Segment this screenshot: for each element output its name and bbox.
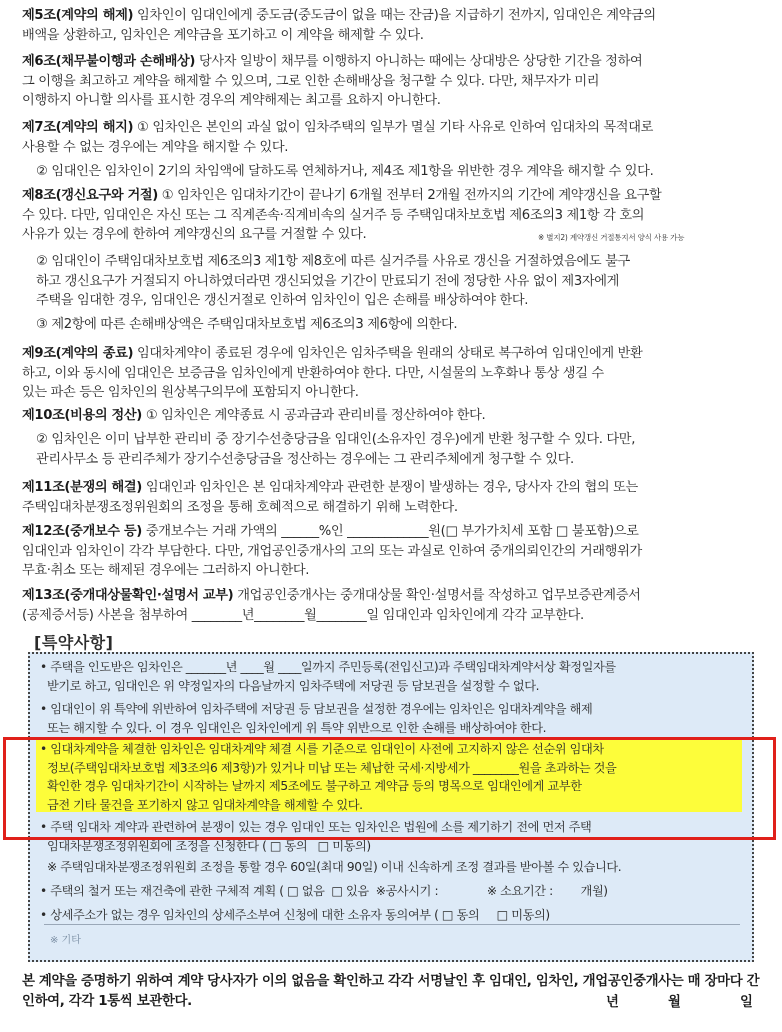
special-line: • 임대차계약을 체결한 임차인은 임대차계약 체결 시를 기준으로 임대인이 사전에 고지하지 않은 선순위 임대차 <box>40 742 604 756</box>
special-item-6: • 상세주소가 없는 경우 임차인의 상세주소부여 신청에 대한 소유자 동의여부 ( □ 동의 □ 미동의) <box>40 908 550 922</box>
article-line: 사용할 수 없는 경우에는 계약을 해지할 수 있다. <box>22 139 289 155</box>
special-line: • 주택 임대차 계약과 관련하여 분쟁이 있는 경우 임대인 또는 임차인은 법원에 소를 제기하기 전에 먼저 주택 <box>40 820 592 834</box>
article-line: 주택임대차분쟁조정위원회의 조정을 통해 호혜적으로 해결하기 위해 노력한다. <box>22 499 458 515</box>
article-line: 당사자 일방이 채무를 이행하지 아니하는 때에는 상대방은 상당한 기간을 정하여 <box>198 54 643 69</box>
article-line: (공제증서등) 사본을 첨부하여 ________년________월________일 임대인과 임차인에게 각각 교부한다. <box>22 607 584 623</box>
article-line: 있는 파손 등은 임차인의 원상복구의무에 포함되지 아니한다. <box>22 385 359 400</box>
article-line: 이행하지 아니할 의사를 표시한 경우의 계약해제는 최고를 요하지 아니한다. <box>22 93 441 108</box>
article-line: 하고 갱신요구가 거절되지 아니하였더라면 갱신되었을 기간이 만료되기 전에 정당한 사유 없이 제3자에게 <box>36 273 620 289</box>
article-title: 제8조(갱신요구와 거절) <box>22 188 158 203</box>
article-line: 무효·취소 또는 해제된 경우에는 그러하지 아니한다. <box>22 563 310 578</box>
date-day-label: 일 <box>740 995 753 1010</box>
special-line: • 주택을 인도받은 임차인은 _______년 ____월 ____일까지 주민등록(전입신고)과 주택임대차계약서상 확정일자를 <box>40 660 616 674</box>
article-7-para-2: ② 임대인은 임차인이 2기의 차임액에 달하도록 연체하거나, 제4조 제1항을 위반한 경우 계약을 해지할 수 있다. <box>36 164 654 179</box>
special-item-1 <box>40 658 740 695</box>
article-10 <box>22 406 762 426</box>
article-title: 제5조(계약의 해제) <box>22 8 134 23</box>
other-terms-field[interactable]: ※ 기타 <box>44 924 740 948</box>
article-10-para-2 <box>36 430 762 469</box>
article-line: 임대인과 임차인은 본 임대차계약과 관련한 분쟁이 발생하는 경우, 당사자 간의 협의 또는 <box>145 480 638 495</box>
closing-statement <box>22 972 762 1011</box>
article-title: 제11조(분쟁의 해결) <box>22 480 142 495</box>
article-line: ② 임대인이 주택임대차보호법 제6조의3 제1항 제8호에 따른 실거주를 사유로 갱신을 거절하였음에도 불구 <box>36 254 630 269</box>
article-7 <box>22 118 762 157</box>
article-line: ① 임차인은 본인의 과실 없이 임차주택의 일부가 멸실 기타 사유로 인하여 임대차의 목적대로 <box>137 120 653 135</box>
article-line: 중개보수는 거래 가액의 ______%인 _____________원(□ 부가가치세 포함 □ 불포함)으로 <box>145 524 639 539</box>
special-terms-title: [특약사항] <box>34 633 114 652</box>
form-note: ※ 별지2) 계약갱신 거절통지서 양식 사용 가능 <box>538 233 685 242</box>
article-5 <box>22 6 762 45</box>
article-line: 관리사무소 등 관리주체가 장기수선충당금을 정산하는 경우에는 그 관리주체에게 청구할 수 있다. <box>36 451 574 467</box>
article-line: 하고, 이와 동시에 임대인은 보증금을 임차인에게 반환하여야 한다. 다만, 시설물의 노후화나 통상 생길 수 <box>22 365 604 381</box>
article-title: 제7조(계약의 해지) <box>22 120 134 135</box>
article-13 <box>22 586 762 625</box>
special-item-4-note: ※ 주택임대차분쟁조정위원회 조정을 통할 경우 60일(최대 90일) 이내 신속하게 조정 결과를 받아볼 수 있습니다. <box>40 860 622 874</box>
date-year-label: 년 <box>606 995 619 1010</box>
article-8-para-2 <box>36 252 762 311</box>
article-8-para-3: ③ 제2항에 따른 손해배상액은 주택임대차보호법 제6조의3 제6항에 의한다. <box>36 317 458 332</box>
article-line: 그 이행을 최고하고 계약을 해제할 수 있으며, 그로 인한 손해배상을 청구할 수 있다. 다만, 채무자가 미리 <box>22 73 600 89</box>
emphasis-red-box <box>3 737 776 840</box>
special-line: 또는 해지할 수 있다. 이 경우 임대인은 임차인에게 위 특약 위반으로 인한 손해를 배상하여야 한다. <box>40 720 547 735</box>
article-line: 주택을 임대한 경우, 임대인은 갱신거절로 인하여 임차인이 입은 손해를 배상하여야 한다. <box>36 293 529 308</box>
article-title: 제12조(중개보수 등) <box>22 524 142 539</box>
article-line: ① 임차인은 임대차기간이 끝나기 6개월 전부터 2개월 전까지의 기간에 계약갱신을 요구할 <box>161 188 662 203</box>
article-12 <box>22 522 762 581</box>
article-9 <box>22 344 762 403</box>
special-item-2 <box>40 700 740 737</box>
special-line: 확인한 경우 임대차기간이 시작하는 날까지 제5조에도 불구하고 계약금 등의 명목으로 임대인에게 교부한 <box>40 779 582 793</box>
special-line: • 임대인이 위 특약에 위반하여 임차주택에 저당권 등 담보권을 설정한 경우에는 임차인은 임대차계약을 해제 <box>40 702 593 716</box>
special-line: 금전 기타 물건을 포기하지 않고 임대차계약을 해제할 수 있다. <box>40 797 363 812</box>
article-line: 임차인이 임대인에게 중도금(중도금이 없을 때는 잔금)을 지급하기 전까지, 임대인은 계약금의 <box>137 8 656 23</box>
closing-line: 매 장마다 간인하여, 각각 1통씩 보관한다. <box>22 974 760 1009</box>
article-line: ① 임차인은 계약종료 시 공과금과 관리비를 정산하여야 한다. <box>145 408 486 423</box>
article-line: 배액을 상환하고, 임차인은 계약금을 포기하고 이 계약을 해제할 수 있다. <box>22 27 424 43</box>
special-line: 정보(주택임대차보호법 제3조의6 제3항)가 있거나 미납 또는 체납한 국세·지방세가 ________원을 초과하는 것을 <box>40 760 617 775</box>
article-line: 수 있다. 다만, 임대인은 자신 또는 그 직계존속·직계비속의 실거주 등 주택임대차보호법 제6조의3 제1항 각 호의 <box>22 207 645 223</box>
date-month-label: 월 <box>668 995 681 1010</box>
article-title: 제10조(비용의 정산) <box>22 408 142 423</box>
article-title: 제13조(중개대상물확인·설명서 교부) <box>22 588 234 603</box>
closing-line: 본 계약을 증명하기 위하여 계약 당사자가 이의 없음을 확인하고 각각 서명날인 후 임대인, 임차인, 개업공인중개사는 <box>22 974 684 989</box>
article-line: 임대차계약이 종료된 경우에 임차인은 임차주택을 원래의 상태로 복구하여 임대인에게 반환 <box>137 346 643 361</box>
article-6 <box>22 52 762 111</box>
article-line: 사유가 있는 경우에 한하여 계약갱신의 요구를 거절할 수 있다. <box>22 227 367 242</box>
special-line: 받기로 하고, 임대인은 위 약정일자의 다음날까지 임차주택에 저당권 등 담보권을 설정할 수 없다. <box>40 678 540 693</box>
article-11 <box>22 478 762 517</box>
special-item-5: • 주택의 철거 또는 재건축에 관한 구체적 계획 ( □ 없음 □ 있음 ※공사시기 : ※ 소요기간 : 개월) <box>40 884 608 898</box>
article-title: 제6조(채무불이행과 손해배상) <box>22 54 196 69</box>
article-line: 개업공인중개사는 중개대상물 확인·설명서를 작성하고 업무보증관계증서 <box>237 588 641 603</box>
article-line: 임대인과 임차인이 각각 부담한다. 다만, 개업공인중개사의 고의 또는 과실로 인하여 중개의뢰인간의 거래행위가 <box>22 543 642 559</box>
special-line: 임대차분쟁조정위원회에 조정을 신청한다 ( □ 동의 □ 미동의) <box>40 838 371 853</box>
article-line: ② 임차인은 이미 납부한 관리비 중 장기수선충당금을 임대인(소유자인 경우)에게 반환 청구할 수 있다. 다만, <box>36 432 636 447</box>
article-title: 제9조(계약의 종료) <box>22 346 134 361</box>
